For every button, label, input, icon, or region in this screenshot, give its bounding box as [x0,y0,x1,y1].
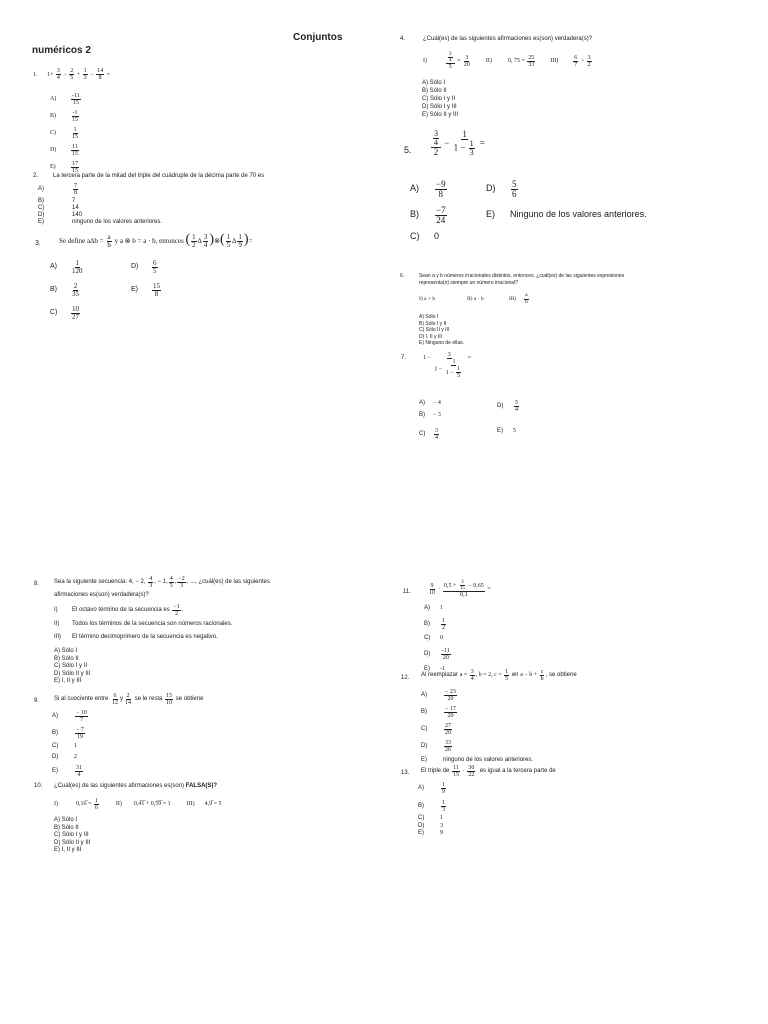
q5-options-right [486,178,647,226]
page-subtitle: numéricos 2 [32,45,91,56]
q13-option-b[interactable]: B) $\frac{1}{3}$ [418,800,445,813]
q3-option-a[interactable]: A) $\frac{1}{120}$ [50,258,83,275]
q3-number: 3. [35,240,41,247]
q3-option-d[interactable]: D) $\frac{6}{5}$ [131,258,157,275]
q3-option-c[interactable]: C) $\frac{10}{27}$ [50,304,79,321]
q12-number: 12. [401,675,410,681]
q12-option-c[interactable]: C) $\frac{27}{20}$ [421,722,451,736]
q3-options-left [50,258,85,322]
page-title: Conjuntos [293,32,343,43]
q6-option-b[interactable]: B) Sólo I y II [419,320,447,327]
q8-options [54,648,90,686]
q6-option-e[interactable]: E) Ninguno de ellas. [419,340,465,346]
q6-text-2: representa(n) siempre un número irracional? [419,280,518,286]
q10-option-a[interactable]: A) Sólo I [54,817,78,823]
q12-option-d[interactable]: D) $\frac{33}{26}$ [421,739,451,753]
q6-option-d[interactable]: D) I, II y III [419,333,443,340]
q3-option-e[interactable]: E) $\frac{15}{8}$ [131,281,160,298]
q2-option-c[interactable]: C) 14 [38,205,79,212]
q6-option-a[interactable]: A) Sólo I [419,314,439,320]
q8-option-d[interactable]: D) Sólo II y III [54,670,91,677]
q7-option-e[interactable]: E) 5 [497,427,516,434]
q13-option-e[interactable]: E) 9 [418,830,443,837]
q5-option-d[interactable]: D) $\frac{5}{6}$ [486,178,517,199]
q7-option-a[interactable]: A) − 4 [419,399,441,406]
q1-number: 1. [33,72,38,78]
q5-expression: $\frac{\frac{3}{4}}{2}$ − 1 1 − $\frac{1}{3}$ = [430,130,485,157]
q6-statements: I) a + b II) a · b III) $\frac{a}{b}$ [419,292,528,305]
q6-number: 6. [400,273,405,279]
q8-option-b[interactable]: B) Sólo II [54,655,79,662]
q4-option-c[interactable]: C) Sólo I y II [422,96,456,102]
q5-option-a[interactable]: A) $\frac{-9}{8}$ [410,178,446,199]
q1-expression: 1+ $\frac{3}{4}$ − $\frac{2}{5}$ + $\frac{1}{3}$ − $\frac{14}{8}$ = [47,68,110,81]
q6-option-c[interactable]: C) Sólo II y III [419,327,450,333]
q7-expression: 1 − 3 1 − 1 1 − $\frac{1}{5}$ = [423,352,472,379]
q11-option-a[interactable]: A) 1 [424,605,443,612]
q8-option-e[interactable]: E) I, II y III [54,678,82,684]
q7-options-left [419,398,441,442]
q13-option-c[interactable]: C) 1 [418,815,443,822]
q8-text-2: afirmaciones es(son) verdadera(s)? [54,592,149,598]
q4-number: 4. [400,36,406,42]
q13-number: 13. [401,770,410,776]
q9-options [52,709,89,778]
q1-option-a[interactable]: A) $\frac{-11}{15}$ [50,92,80,106]
q13-options [418,782,447,838]
q1-option-e[interactable]: E) $\frac{17}{15}$ [50,160,78,174]
q12-option-e[interactable]: E) ninguno de los valores anteriores. [421,756,534,763]
q8-number: 8. [34,581,40,587]
q6-options [419,314,464,347]
q7-option-c[interactable]: C) $\frac{3}{4}$ [419,427,438,441]
q4-text: ¿Cuál(es) de las siguientes afirmaciones es(son) verdadera(s)? [423,36,593,42]
q9-option-b[interactable]: B) $\frac{- 7}{19}$ [52,726,84,740]
q2-option-d[interactable]: D) 140 [38,212,83,219]
q13-option-d[interactable]: D) 3 [418,822,443,829]
q4-option-a[interactable]: A) Sólo I [422,80,446,86]
q10-text: ¿Cuál(es) de las siguientes afirmaciones es(son) FALSA(S)? [54,783,218,789]
q9-option-c[interactable]: C) 1 [52,743,77,750]
q13-option-a[interactable]: A) $\frac{1}{9}$ [418,782,445,795]
q10-number: 10. [34,783,43,789]
q1-option-b[interactable]: B) $\frac{-1}{15}$ [50,109,78,123]
q11-number: 11. [403,589,411,595]
q3-option-b[interactable]: B) $\frac{2}{35}$ [50,281,79,298]
q3-expression: Se define a∆b = $\frac{a}{b}$ y a ⊗ b = a · b, entonces ( $\frac{1}{2}$ ∆ $\frac{3}{4}$ )⊗( $\frac{1}{5}$ ∆ $\frac{1}{9}$ )= [59,232,253,249]
q4-option-b[interactable]: B) Sólo II [422,88,447,94]
q11-option-e[interactable]: E) -1 [424,666,445,673]
q2-options [38,182,162,226]
q11-option-c[interactable]: C) 0 [424,635,443,642]
q8-text-1: Sea la siguiente secuencia: 4, − 2, $\frac{4}{3}$ , − 1, $\frac{4}{5}$ , $\frac{-2}{3}$ , ..., ¿cuál(es) de las siguientes [54,576,270,589]
q9-option-d[interactable]: D) 2 [52,754,77,761]
q12-option-a[interactable]: A) $\frac{- 23}{20}$ [421,688,456,702]
q4-statements: I) $\frac{\frac{3}{4}}{5}$ = $\frac{3}{20}$ II) 0, 75 = $\frac{25}{33}$ III) $\frac{6}{7}$ > $\frac{3}{2}$ [423,52,591,70]
q12-options [421,688,533,764]
q11-options [424,604,452,674]
q7-options-right [497,398,520,436]
q5-options-left [410,178,448,244]
q10-option-c[interactable]: C) Sólo I y III [54,832,89,838]
q1-option-c[interactable]: C) $\frac{1}{15}$ [50,126,78,140]
q4-option-d[interactable]: D) Sólo I y III [422,104,457,110]
q8-statement-1: I) El octavo término de la secuencia es $\frac{-1}{2}$ . [54,604,184,617]
q7-option-b[interactable]: B) − 3 [419,411,441,418]
q10-options [54,817,90,855]
q9-text: Si al cuociente entre $\frac{6}{12}$ y $\frac{2}{14}$ se le resta $\frac{15}{10}$ se obtiene [54,693,204,706]
q5-number: 5. [404,145,412,155]
q5-option-b[interactable]: B) $\frac{-7}{24}$ [410,204,446,225]
q1-options [50,92,82,174]
q10-option-b[interactable]: B) Sólo II [54,824,79,831]
q6-text-1: Sean a y b números irracionales distintos, entonces, ¿cuál(es) de las siguientes expresiones [419,273,625,279]
q10-statements: I) 0,16̅ = $\frac{1}{6}$ II) 0,4̅1̅ + 0,5̅9̅ = 1 III) 4,9̅ = 5 [54,798,222,811]
q11-option-d[interactable]: D) $\frac{-11}{20}$ [424,647,450,661]
q2-text: La tercera parte de la mitad del triple del cuádruple de la décima parte de 70 es [53,173,265,179]
q5-option-e[interactable]: E) Ninguno de los valores anteriores. [486,209,647,220]
q8-statement-2: II) Todos los términos de la secuencia son números racionales. [54,621,233,627]
q1-option-d[interactable]: D) $\frac{11}{15}$ [50,143,78,157]
q2-option-b[interactable]: B) 7 [38,198,76,205]
q11-expression: $\frac{9}{10}$ · 0,5 + $\frac{3}{15}$ − 0,65 0,1 = [429,580,491,598]
q3-options-right [131,258,162,299]
q9-option-a[interactable]: A) $\frac{- 10}{7}$ [52,709,87,723]
q7-option-d[interactable]: D) $\frac{5}{4}$ [497,399,518,413]
q4-options [422,80,458,120]
q9-number: 9. [34,698,40,704]
q10-option-e[interactable]: E) I, II y III [54,847,82,853]
q12-option-b[interactable]: B) $\frac{- 17}{20}$ [421,705,456,719]
q8-option-a[interactable]: A) Sólo I [54,648,78,654]
q8-statement-3: III) El término decimoprimero de la secuencia es negativo. [54,634,218,640]
q5-option-c[interactable]: C) 0 [410,231,440,242]
q2-number: 2. [33,173,39,179]
q11-option-b[interactable]: B) $\frac{1}{2}$ [424,617,445,631]
q13-text: El triple de $\frac{11}{15}$ · $\frac{30}{22}$ es igual a la tercera parte de [421,765,556,778]
q10-option-d[interactable]: D) Sólo II y III [54,839,91,846]
q2-option-a[interactable]: A) $\frac{7}{8}$ [38,182,77,196]
q9-option-e[interactable]: E) $\frac{31}{4}$ [52,764,82,778]
q2-option-e[interactable]: E) ninguno de los valores anteriores. [38,219,163,226]
q7-number: 7. [401,355,407,361]
q4-option-e[interactable]: E) Sólo II y III [422,112,459,118]
q8-option-c[interactable]: C) Sólo I y II [54,663,88,669]
q12-text: Al reemplazar a = $\frac{3}{4}$ , b = 2, c = $\frac{1}{5}$ en a − b + $\frac{c}{b}$ , se obtiene [421,669,577,682]
